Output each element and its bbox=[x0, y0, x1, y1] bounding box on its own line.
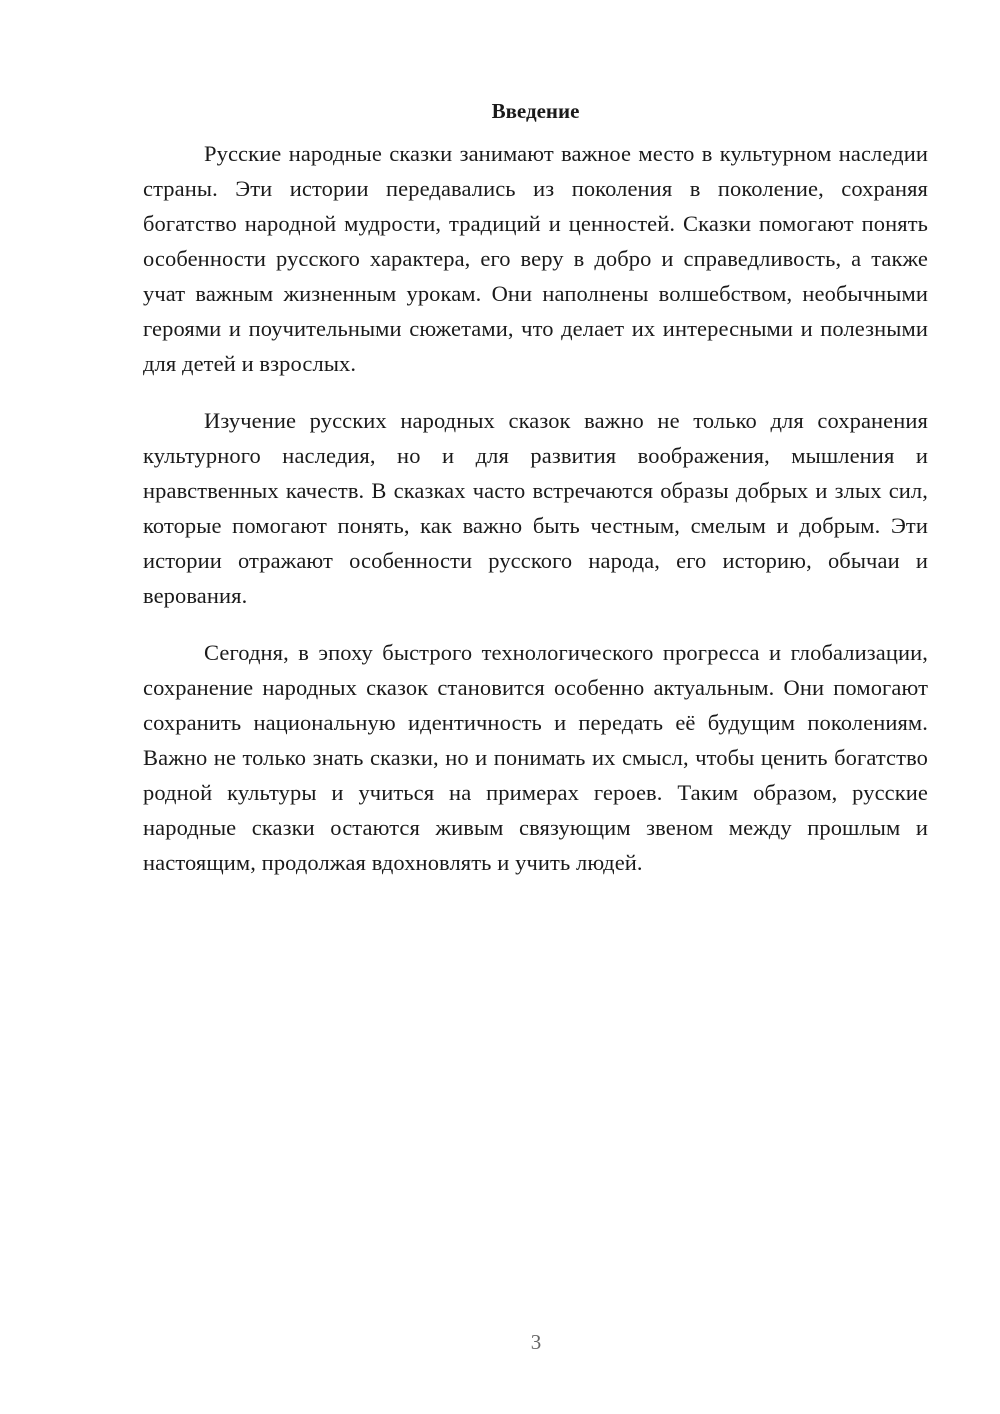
paragraph-1: Русские народные сказки занимают важное место в культурном наследии страны. Эти истории передавались из поколения в поколение, сохраняя богатство народной мудрости, традиций и ценностей. Сказки помогают понять особенности русского характера, его веру в добро и справедливость, а также учат важным жизненным урокам. Они наполнены волшебством, необычными героями и поучительными сюжетами, что делает их интересными и полезными для детей и взрослых. bbox=[143, 141, 928, 376]
paragraph-2: Изучение русских народных сказок важно не только для сохранения культурного наследия, но и для развития воображения, мышления и нравственных качеств. В сказках часто встречаются образы добрых и злых сил, которые помогают понять, как важно быть честным, смелым и добрым. Эти истории отражают особенности русского народа, его историю, обычаи и верования. bbox=[143, 408, 928, 608]
page-number: 3 bbox=[530, 1330, 542, 1354]
document-page bbox=[143, 96, 928, 880]
section-title: Введение bbox=[491, 99, 580, 123]
paragraph-3: Сегодня, в эпоху быстрого технологического прогресса и глобализации, сохранение народных сказок становится особенно актуальным. Они помогают сохранить национальную идентичность и передать её будущим поколениям. Важно не только знать сказки, но и понимать их смысл, чтобы ценить богатство родной культуры и учиться на примерах героев. Таким образом, русские народные сказки остаются живым связующим звеном между прошлым и настоящим, продолжая вдохновлять и учить людей. bbox=[143, 640, 928, 875]
